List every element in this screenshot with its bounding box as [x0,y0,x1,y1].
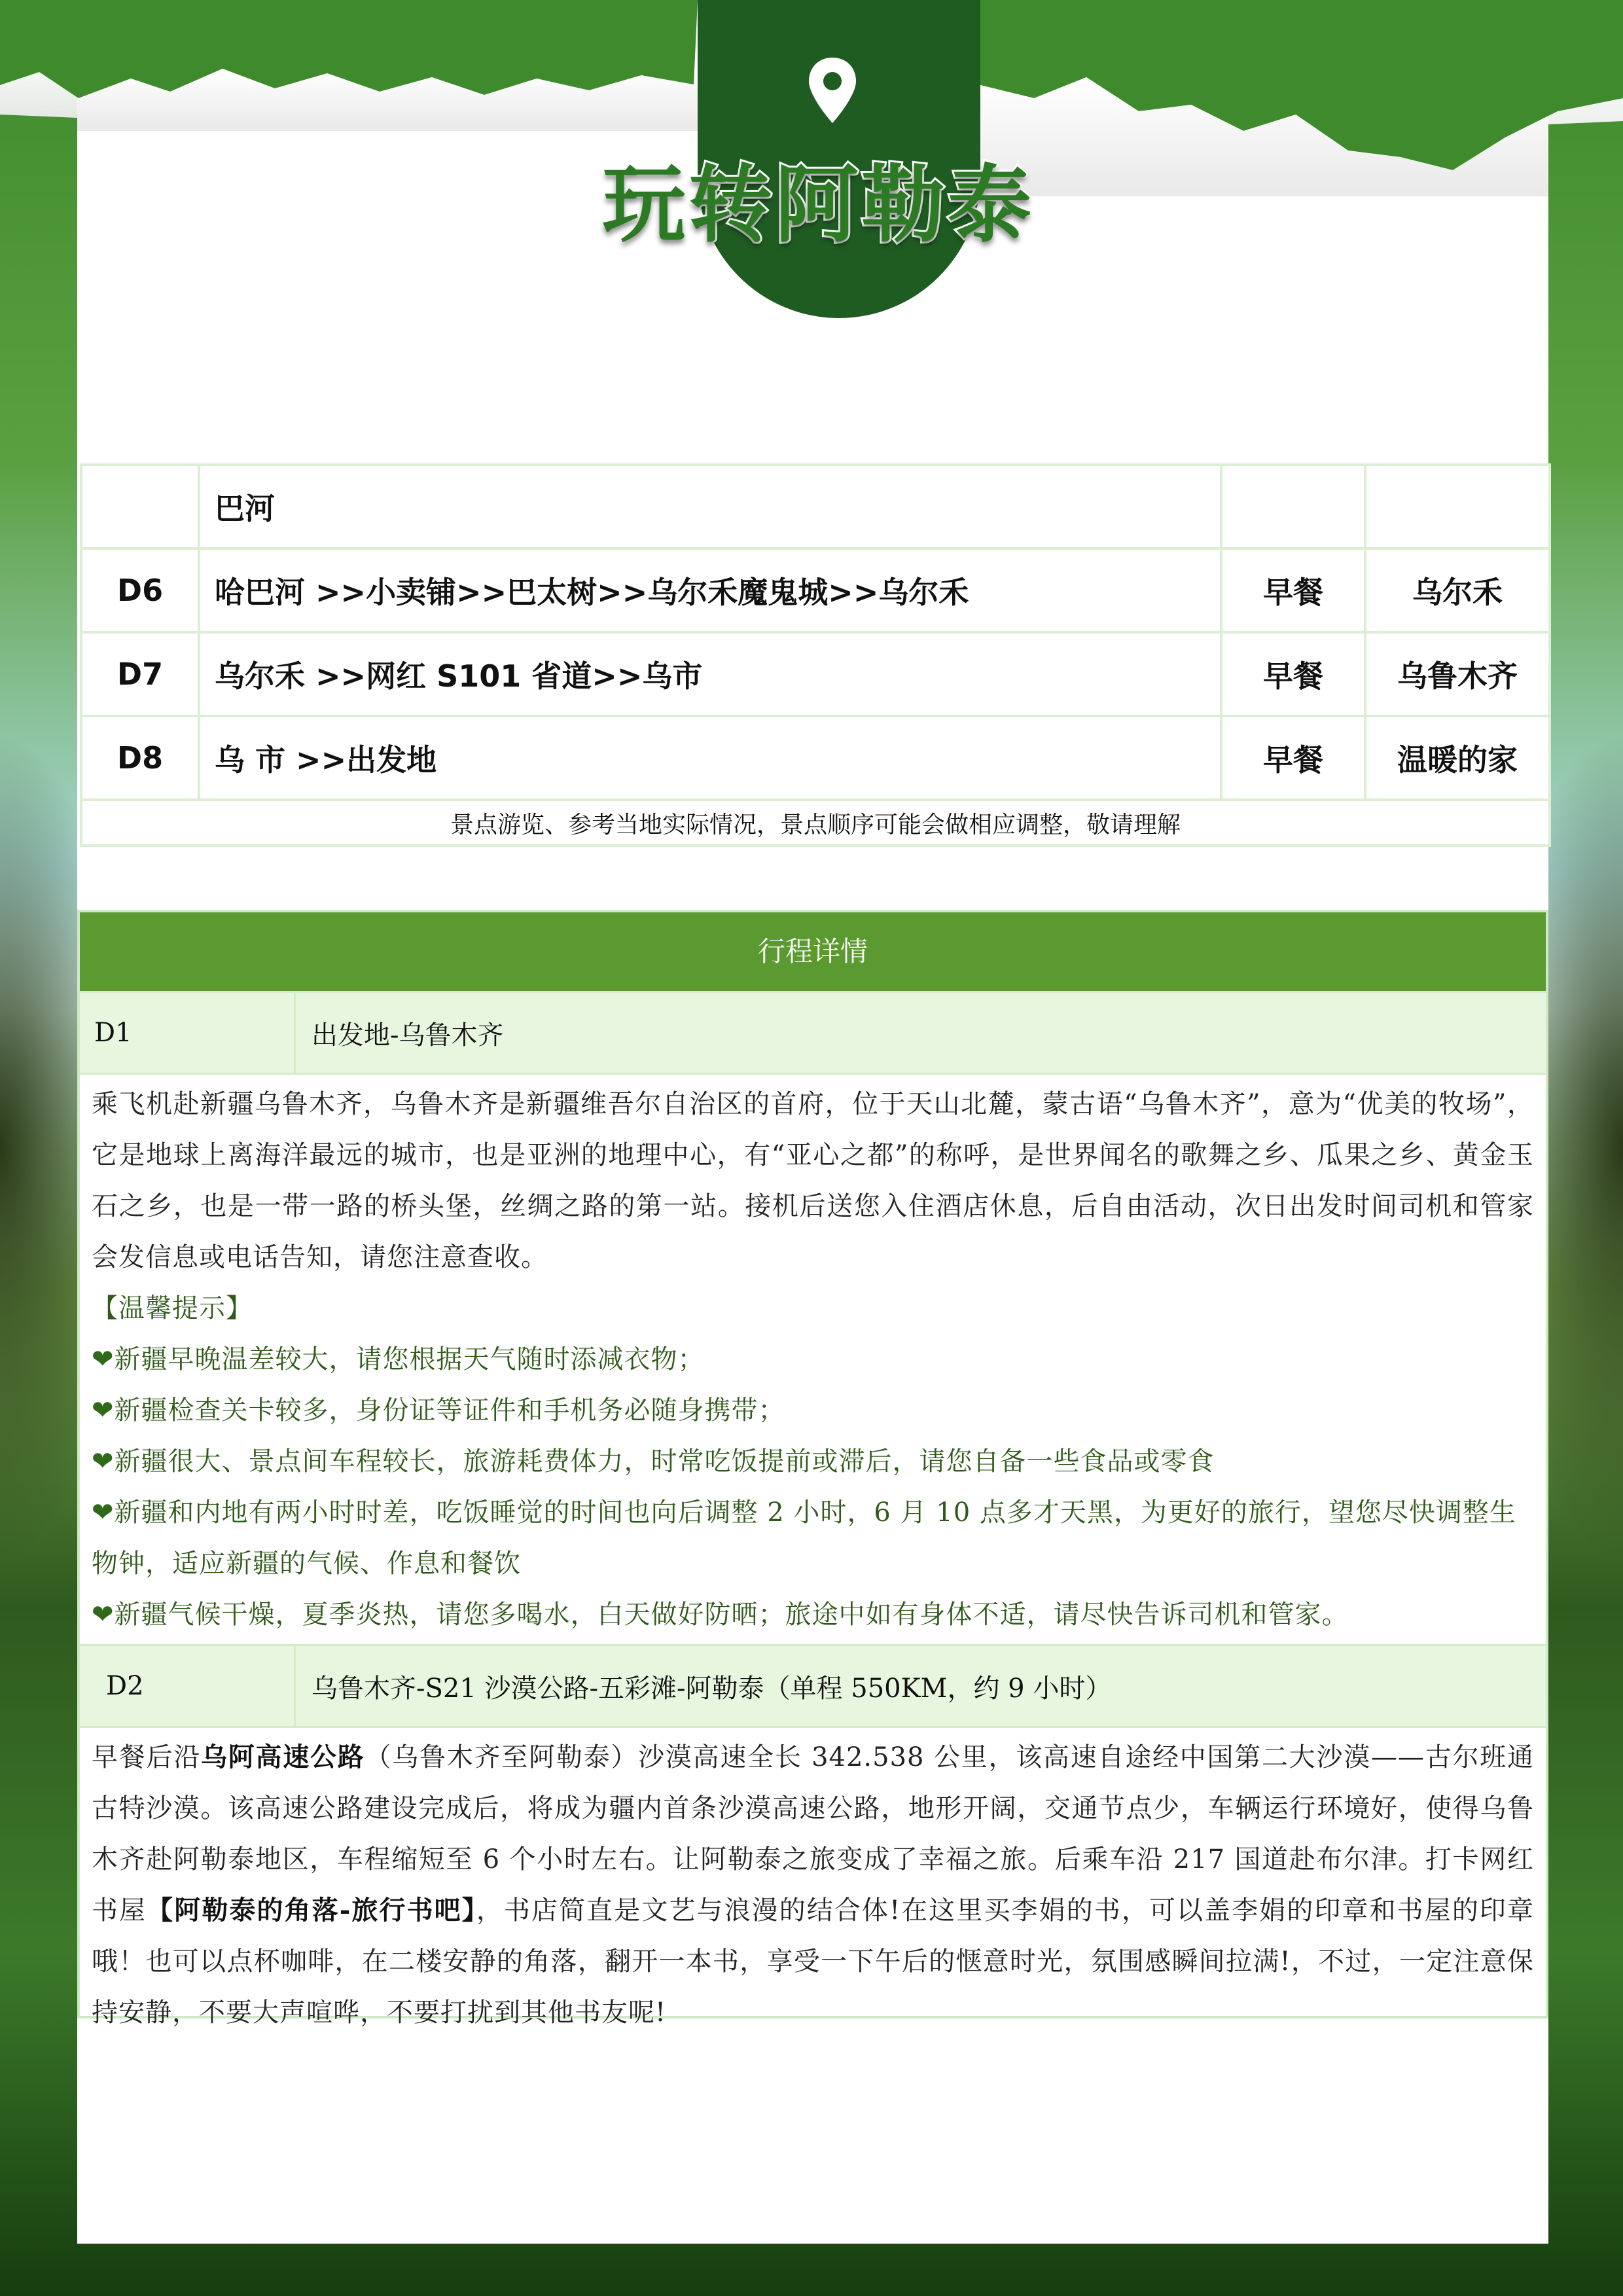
tip-text: 新疆很大、景点间车程较长，旅游耗费体力，时常吃饭提前或滞后，请您自备一些食品或零食 [114,1446,1215,1477]
tips-title: 【温馨提示】 [92,1293,253,1323]
meal-cell: 早餐 [1221,716,1365,800]
route-cell: 巴河 [199,465,1221,548]
route-cell: 哈巴河 >>小卖铺>>巴太树>>乌尔禾魔鬼城>>乌尔禾 [199,548,1221,632]
day-cell: D6 [81,548,199,632]
tip-text: 新疆早晚温差较大，请您根据天气随时添减衣物； [114,1344,705,1374]
itinerary-table [80,463,1551,847]
text-segment: （乌鲁木齐至阿勒泰）沙漠高速全长 342.538 公里，该高速自途经中国第二大沙漠——古尔班通古特沙漠。该高速公路建设完成后，将成为疆内首条沙漠高速公路，地形开阔，交通节点少，车辆运行环境好，使得乌鲁木齐赴阿勒泰地区，车程缩短至 6 个小时左右。让阿勒泰之旅变成了幸福之旅。后乘车沿 217 国道赴布尔津。打卡网红书屋 [92,1742,1535,1926]
heart-icon: ❤ [92,1344,115,1374]
day-label: D1 [80,993,296,1073]
day-title: 乌鲁木齐-S21 沙漠公路-五彩滩-阿勒泰（单程 550KM，约 9 小时） [312,1673,1112,1704]
tip-text: 新疆检查关卡较多，身份证等证件和手机务必随身携带； [114,1395,785,1426]
detail-heading: 行程详情 [80,912,1546,991]
table-row [81,800,1550,846]
location-pin-icon [805,55,860,127]
day-cell [81,465,199,548]
route-cell: 乌 市 >>出发地 [199,716,1221,800]
meal-cell: 早餐 [1221,548,1365,632]
day-cell: D7 [81,632,199,716]
text-segment: ，书店简直是文艺与浪漫的结合体!在这里买李娟的书，可以盖李娟的印章和书屋的印章哦！也可以点杯咖啡，在二楼安静的角落，翻开一本书，享受一下午后的惬意时光，氛围感瞬间拉满!，不过，一定注意保持安静，不要大声喧哗，不要打扰到其他书友呢! [92,1895,1535,2028]
table-row [81,632,1550,716]
heart-icon: ❤ [92,1600,115,1630]
day-header-d1 [80,991,1546,1075]
highlight-text: 【阿勒泰的角落-旅行书吧】 [147,1895,476,1926]
tip-item [80,1487,1546,1589]
meal-cell: 早餐 [1221,632,1365,716]
hotel-cell: 温暖的家 [1365,716,1550,800]
tip-text: 新疆气候干燥，夏季炎热，请您多喝水，白天做好防晒；旅途中如有身体不适，请尽快告诉司机和管家。 [114,1600,1349,1630]
tip-item [80,1589,1546,1644]
day-cell: D8 [81,716,199,800]
itinerary-detail [77,910,1548,2028]
hotel-cell [1365,465,1550,548]
heart-icon: ❤ [92,1498,115,1528]
meal-cell [1221,465,1365,548]
page-title: 玩转阿勒泰 [601,156,1034,254]
day-header-d2 [80,1644,1546,1728]
tip-item [80,1436,1546,1487]
route-cell: 乌尔禾 >>网红 S101 省道>>乌市 [199,632,1221,716]
day-title: 出发地-乌鲁木齐 [312,1020,504,1050]
table-row [81,465,1550,548]
day-description: 乘飞机赴新疆乌鲁木齐，乌鲁木齐是新疆维吾尔自治区的首府，位于天山北麓，蒙古语“乌鲁木齐”，意为“优美的牧场”，它是地球上离海洋最远的城市，也是亚洲的地理中心，有“亚心之都”的称呼，是世界闻名的歌舞之乡、瓜果之乡、黄金玉石之乡，也是一带一路的桥头堡，丝绸之路的第一站。接机后送您入住酒店休息，后自由活动，次日出发时间司机和管家会发信息或电话告知，请您注意查收。 [92,1089,1534,1272]
itinerary-note: 景点游览、参考当地实际情况，景点顺序可能会做相应调整，敬请理解 [81,800,1550,846]
heart-icon: ❤ [92,1395,115,1426]
day-description [80,1728,1546,2038]
tip-text: 新疆和内地有两小时时差，吃饭睡觉的时间也向后调整 2 小时，6 月 10 点多才天黑，为更好的旅行，望您尽快调整生物钟，适应新疆的气候、作息和餐饮 [92,1498,1516,1579]
text-segment: 早餐后沿 [92,1742,202,1772]
heart-icon: ❤ [92,1446,115,1477]
hotel-cell: 乌鲁木齐 [1365,632,1550,716]
table-row [81,716,1550,800]
day-label: D2 [80,1646,296,1726]
highlight-text: 乌阿高速公路 [201,1742,365,1772]
tip-item [80,1385,1546,1436]
tip-item [80,1334,1546,1385]
table-row [81,548,1550,632]
hotel-cell: 乌尔禾 [1365,548,1550,632]
